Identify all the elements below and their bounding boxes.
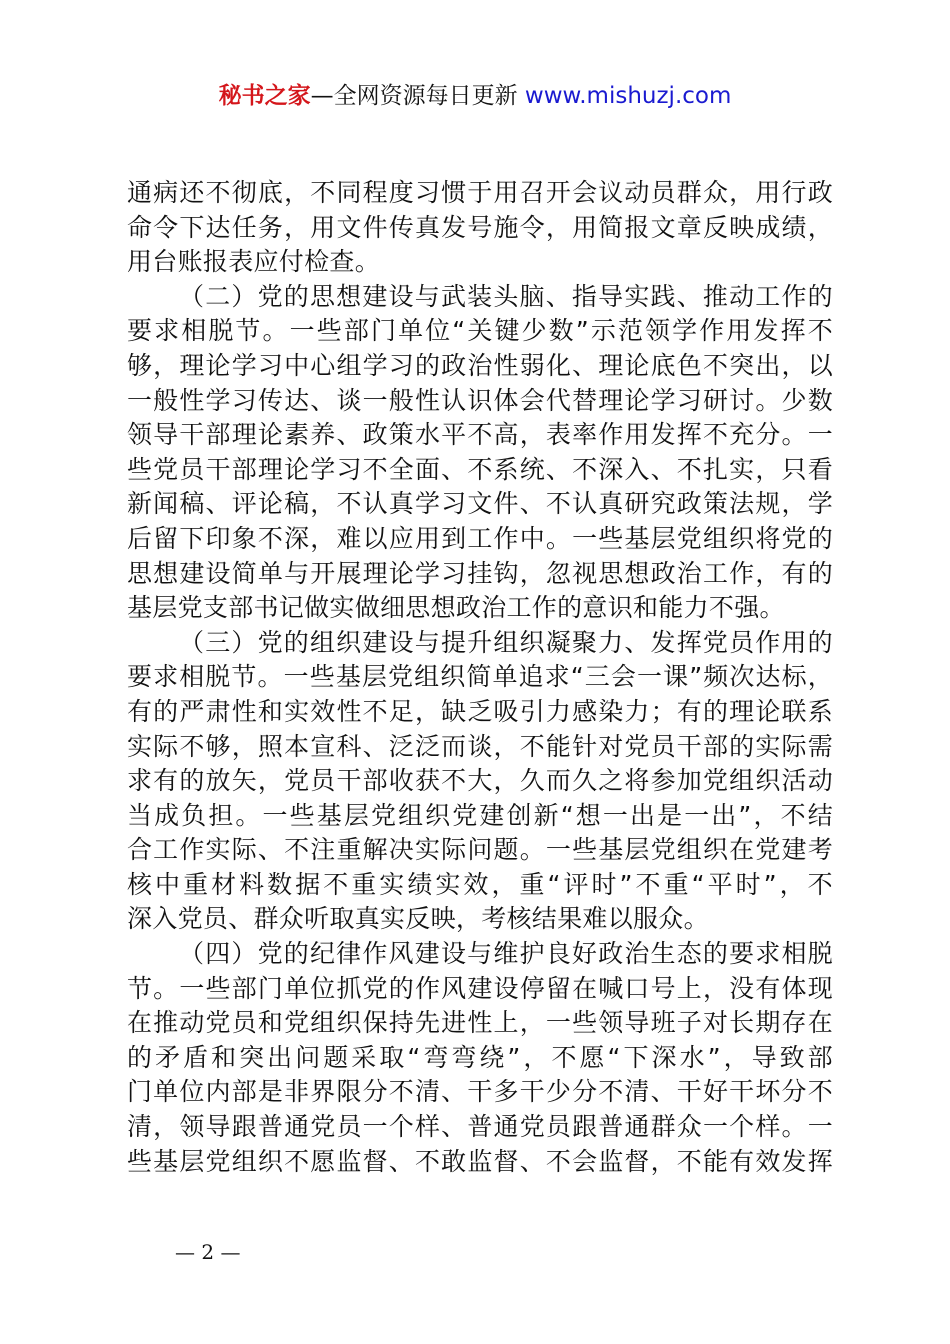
text-line: 的矛盾和突出问题采取“弯弯绕”，不愿“下深水”，导致部 [127, 1042, 833, 1072]
text-line: 核中重材料数据不重实绩实效，重“评时”不重“平时”，不 [127, 869, 833, 899]
text-line: 当成负担。一些基层党组织党建创新“想一出是一出”，不结 [127, 800, 833, 830]
text-line: 合工作实际、不注重解决实际问题。一些基层党组织在党建考 [127, 835, 833, 865]
site-tagline: —全网资源每日更新 [310, 83, 525, 109]
text-line: 有的严肃性和实效性不足，缺乏吸引力感染力；有的理论联系 [127, 696, 833, 726]
text-line: 实际不够，照本宣科、泛泛而谈，不能针对党员干部的实际需 [127, 731, 833, 761]
text-line: 在推动党员和党组织保持先进性上，一些领导班子对长期存在 [127, 1008, 833, 1038]
site-url-link[interactable]: www.mishuzj.com [524, 83, 732, 109]
page-number: — 2 — [175, 1240, 241, 1264]
text-line: 够，理论学习中心组学习的政治性弱化、理论底色不突出，以 [127, 350, 833, 380]
text-line: 要求相脱节。一些部门单位“关键少数”示范领学作用发挥不 [127, 316, 833, 346]
text-line: 些基层党组织不愿监督、不敢监督、不会监督，不能有效发挥 [127, 1146, 833, 1176]
text-line: 门单位内部是非界限分不清、干多干少分不清、干好干坏分不 [127, 1077, 833, 1107]
text-line: 新闻稿、评论稿，不认真学习文件、不认真研究政策法规，学 [127, 489, 833, 519]
text-line: 用台账报表应付检查。 [127, 247, 381, 277]
text-line: （四）党的纪律作风建设与维护良好政治生态的要求相脱 [179, 939, 833, 969]
site-brand: 秘书之家 [218, 83, 311, 109]
text-line: 领导干部理论素养、政策水平不高，表率作用发挥不充分。一 [127, 420, 833, 450]
text-line: 要求相脱节。一些基层党组织简单追求“三会一课”频次达标， [127, 662, 833, 692]
text-line: （二）党的思想建设与武装头脑、指导实践、推动工作的 [179, 281, 833, 311]
text-line: （三）党的组织建设与提升组织凝聚力、发挥党员作用的 [179, 627, 833, 657]
text-line: 求有的放矢，党员干部收获不大，久而久之将参加党组织活动 [127, 766, 833, 796]
text-line: 一般性学习传达、谈一般性认识体会代替理论学习研讨。少数 [127, 385, 833, 415]
text-line: 清，领导跟普通党员一个样、普通党员跟普通群众一个样。一 [127, 1112, 833, 1142]
text-line: 思想建设简单与开展理论学习挂钩，忽视思想政治工作，有的 [127, 558, 833, 588]
document-body [127, 176, 833, 1179]
text-line: 节。一些部门单位抓党的作风建设停留在喊口号上，没有体现 [127, 973, 833, 1003]
text-line: 后留下印象不深，难以应用到工作中。一些基层党组织将党的 [127, 523, 833, 553]
text-line: 深入党员、群众听取真实反映，考核结果难以服众。 [127, 904, 709, 934]
text-line: 基层党支部书记做实做细思想政治工作的意识和能力不强。 [127, 593, 785, 623]
text-line: 命令下达任务，用文件传真发号施令，用简报文章反映成绩， [127, 212, 833, 242]
text-line: 些党员干部理论学习不全面、不系统、不深入、不扎实，只看 [127, 454, 833, 484]
text-line: 通病还不彻底，不同程度习惯于用召开会议动员群众，用行政 [127, 178, 833, 207]
page-header [0, 80, 950, 112]
